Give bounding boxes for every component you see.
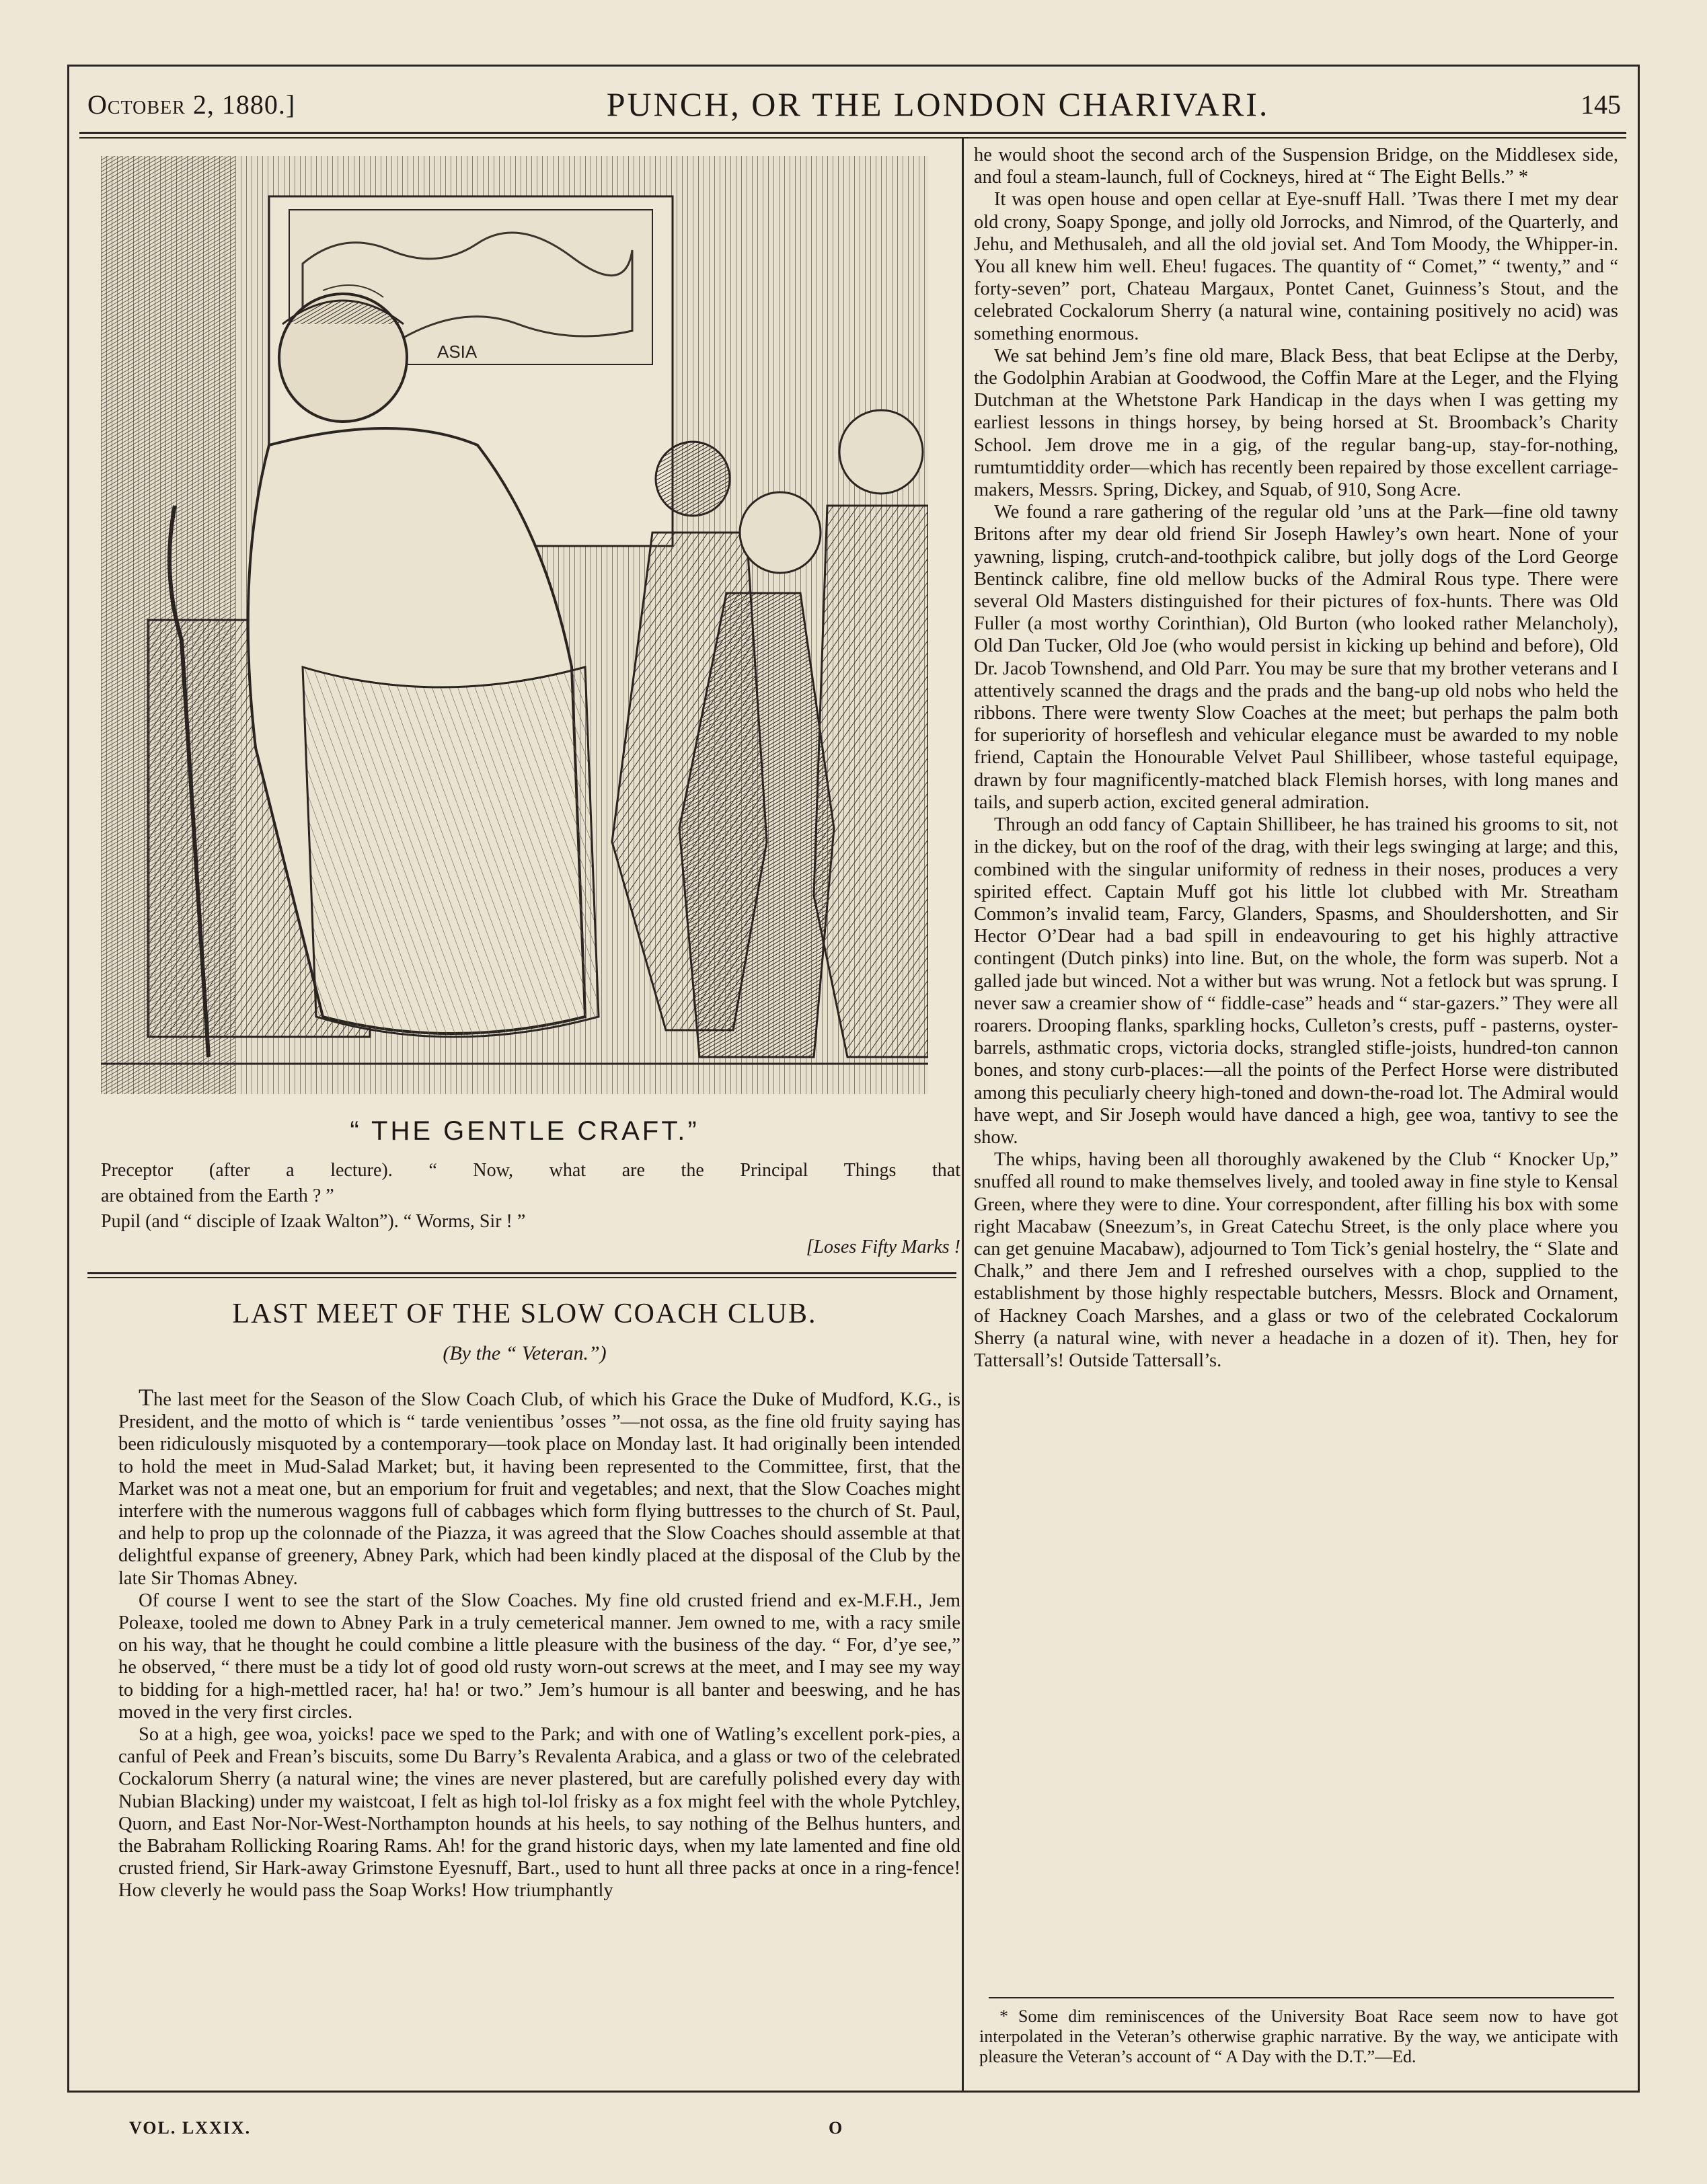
volume-number: VOL. LXXIX.	[129, 2118, 252, 2138]
cartoon-caption	[101, 1158, 960, 1260]
caption-line-3: Pupil (and “ disciple of Izaak Walton”). “ Worms, Sir ! ”	[101, 1211, 526, 1232]
cartoon-engraving	[101, 156, 928, 1094]
right-paragraph-6: The whips, having been all thoroughly awakened by the Club “ Knocker Up,” snuffed all round to make themselves lively, and tooled away in fine style to Kensal Green, where they were to dine. Your correspondent, after filling his box with some right Macabaw (Sneezum’s, in Great Catechu Street, is the only place where you can get genuine Macabaw), adjourned to Tom Tick’s genial hostelry, the “ Slate and Chalk,” and there Jem and I refreshed ourselves with a chop, supplied to the establishment by those highly respectable butchers, Messrs. Block and Ornament, of Hackney Coach Marshes, and a glass or two of the celebrated Cockalorum Sherry (a natural wine, with never a headache in a dozen of it). Then, hey for Tattersall’s! Outside Tattersall’s.	[974, 1149, 1618, 1371]
caption-line-4: [Loses Fifty Marks !	[806, 1237, 960, 1257]
article-left-column	[118, 1387, 960, 2103]
running-header	[87, 81, 1621, 128]
caption-line-2: are obtained from the Earth ? ”	[101, 1185, 334, 1206]
page-number: 145	[1581, 89, 1621, 120]
article-right-column	[974, 144, 1618, 1992]
left-paragraph-3: So at a high, gee woa, yoicks! pace we sped to the Park; and with one of Watling’s excellent pork-pies, a canful of Peek and Frean’s biscuits, some Du Barry’s Revalenta Arabica, and a glass or two of the celebrated Cockalorum Sherry (a natural wine; the vines are never plastered, but are carefully polished every day with Nubian Blacking) under my waistcoat, I felt as high tol-lol frisky as a fox might feel with the whole Pytchley, Quorn, and East Nor-Nor-West-Northampton hounds at his heels, to say nothing of the Belhus hunters, and the Babraham Rollicking Roaring Rams. Ah! for the grand historic days, when my late lamented and fine old crusted friend, Sir Hark-away Grimstone Eyesnuff, Bart., used to hunt all three packs at once in a ring-fence! How cleverly he would pass the Soap Works! How triumphantly	[118, 1724, 960, 1902]
right-paragraph-3: We sat behind Jem’s fine old mare, Black Bess, that beat Eclipse at the Derby, the Godolphin Arabian at Goodwood, the Coffin Mare at the Leger, and the Flying Dutchman at the Whetstone Park Handicap in the days when I was getting my earliest lessons in things horsey, by being horsed at St. Broomback’s Charity School. Jem drove me in a gig, of the regular bang-up, stay-for-nothing, rumtumtiddity order—which has recently been repaired by those excellent carriage-makers, Messrs. Spring, Dickey, and Squab, of 910, Song Acre.	[974, 345, 1618, 501]
right-paragraph-4: We found a rare gathering of the regular old ’uns at the Park—fine old tawny Britons after my dear old friend Sir Joseph Hawley’s own heart. None of your yawning, lisping, crutch-and-toothpick calibre, but jolly dogs of the Lord George Bentinck calibre, fine old mellow bucks of the Admiral Rous type. There were several Old Masters distinguished for their pictures of fox-hunts. There was Old Fuller (a most worthy Corinthian), Old Burton (who looked rather Melancholy), Old Dan Tucker, Old Joe (who would persist in kicking up behind and before), Old Dr. Jacob Townshend, and Old Parr. You may be sure that my brother veterans and I attentively scanned the drags and the prads and the bang-up old nobs who held the ribbons. There were twenty Slow Coaches at the meet; but perhaps the palm both for superiority of horseflesh and vehicular elegance must be awarded to my noble friend, Captain the Honourable Velvet Paul Shillibeer, whose tasteful equipage, drawn by four magnificently-matched black Flemish horses, with long manes and tails, and superb action, excited general admiration.	[974, 502, 1618, 813]
footnote-rule	[989, 1997, 1614, 1998]
footnote	[979, 2006, 1618, 2067]
caption-rule-top	[87, 1272, 956, 1274]
left-paragraph-2: Of course I went to see the start of the Slow Coaches. My fine old crusted friend and ex-M.F.H., Jem Poleaxe, tooled me down to Abney Park in a truly cemeterical manner. Jem owned to me, with a racy smile on his way, that he thought he could combine a little pleasure with the business of the day. “ For, d’ye see,” he observed, “ there must be a tidy lot of good old rusty worn-out screws at the meet, and I may see my way to bidding for a high-mettled racer, ha! ha! or two.” Jem’s humour is all banter and beeswing, and he has moved in the very first circles.	[118, 1590, 960, 1723]
caption-line-1: Preceptor (after a lecture). “ Now, what are the Principal Things that	[101, 1160, 960, 1181]
article-byline: (By the “ Veteran.”)	[443, 1342, 607, 1364]
signature-mark: O	[829, 2118, 843, 2138]
caption-rule-bottom	[87, 1277, 956, 1278]
cartoon-illustration	[101, 156, 928, 1094]
cartoon-title: “ THE GENTLE CRAFT.”	[350, 1116, 699, 1146]
left-paragraph-1: The last meet for the Season of the Slow Coach Club, of which his Grace the Duke of Mudford, K.G., is President, and the motto of which is “ tarde venientibus ’osses ”—not ossa, as the fine old fruity saying has been ridiculously misquoted by a contemporary—took place on Monday last. It had originally been intended to hold the meet in Mud-Salad Market; but, it having been represented to the Committee, first, that the Market was not a meat one, but an emporium for fruit and vegetables; and next, that the Slow Coaches might interfere with the numerous waggons full of cabbages which form flying buttresses to the church of St. Paul, and help to prop up the colonnade of the Piazza, it was agreed that the Slow Coaches should assemble at that delightful expanse of greenery, Abney Park, which had been kindly placed at the disposal of the Club by the late Sir Thomas Abney.	[118, 1387, 960, 1589]
right-paragraph-1: he would shoot the second arch of the Suspension Bridge, on the Middlesex side, and foul a steam-launch, full of Cockneys, hired at “ The Eight Bells.” *	[974, 145, 1618, 188]
right-paragraph-5: Through an odd fancy of Captain Shillibeer, he has trained his grooms to sit, not in the dickey, but on the roof of the drag, with their legs swinging at large; and this, combined with the singular uniformity of redness in their noses, produces a very spirited effect. Captain Muff got his little lot clubbed with Mr. Streatham Common’s invalid team, Farcy, Glanders, Spasms, and Shouldershotten, and Sir Hector O’Dear had a bad spill in endeavouring to get his highly attractive contingent (Dutch pinks) into line. But, on the whole, the form was superb. Not a galled jade but winced. Not a wither but was wrung. Not a fetlock but was sprung. I never saw a creamier show of “ fiddle-case” heads and “ star-gazers.” They were all roarers. Drooping flanks, sparkling hocks, Culleton’s crests, puff - pasterns, oyster-barrels, asthmatic crops, victoria docks, strangled stifle-joists, hundred-ton cannon bones, and stony curb-places:—all the points of the Perfect Horse were distributed among this peculiarly cheery high-toned and down-the-road lot. The Admiral would have wept, and Sir Joseph would have danced a high, gee woa, tantivy to see the show.	[974, 814, 1618, 1148]
page-footer	[129, 2118, 1609, 2145]
header-rule-bottom	[79, 137, 1626, 139]
article-title: LAST MEET OF THE SLOW COACH CLUB.	[232, 1298, 817, 1329]
right-paragraph-2: It was open house and open cellar at Eye-snuff Hall. ’Twas there I met my dear old crony, Soapy Sponge, and jolly old Jorrocks, and Nimrod, of the Quarterly, and Jehu, and Methusaleh, and all the old jovial set. And Tom Moody, the Whipper-in. You all knew him well. Eheu! fugaces. The quantity of “ Comet,” “ twenty,” and “ forty-seven” port, Chateau Margaux, Pontet Canet, Guinness’s Stout, and the celebrated Cockalorum Sherry (a natural wine, containing positively no acid) was something enormous.	[974, 189, 1618, 344]
map-asia-label: ASIA	[437, 342, 478, 362]
column-divider	[962, 139, 964, 2093]
publication-title: PUNCH, OR THE LONDON CHARIVARI.	[606, 85, 1270, 123]
header-rule-top	[79, 132, 1626, 134]
footnote-text: * Some dim reminiscences of the University Boat Race seem now to have got interpolated in the Veteran’s otherwise graphic narrative. By the way, we anticipate with pleasure the Veteran’s account of “ A Day with the D.T.”—Ed.	[979, 2006, 1618, 2066]
issue-date: October 2, 1880.]	[87, 89, 296, 120]
